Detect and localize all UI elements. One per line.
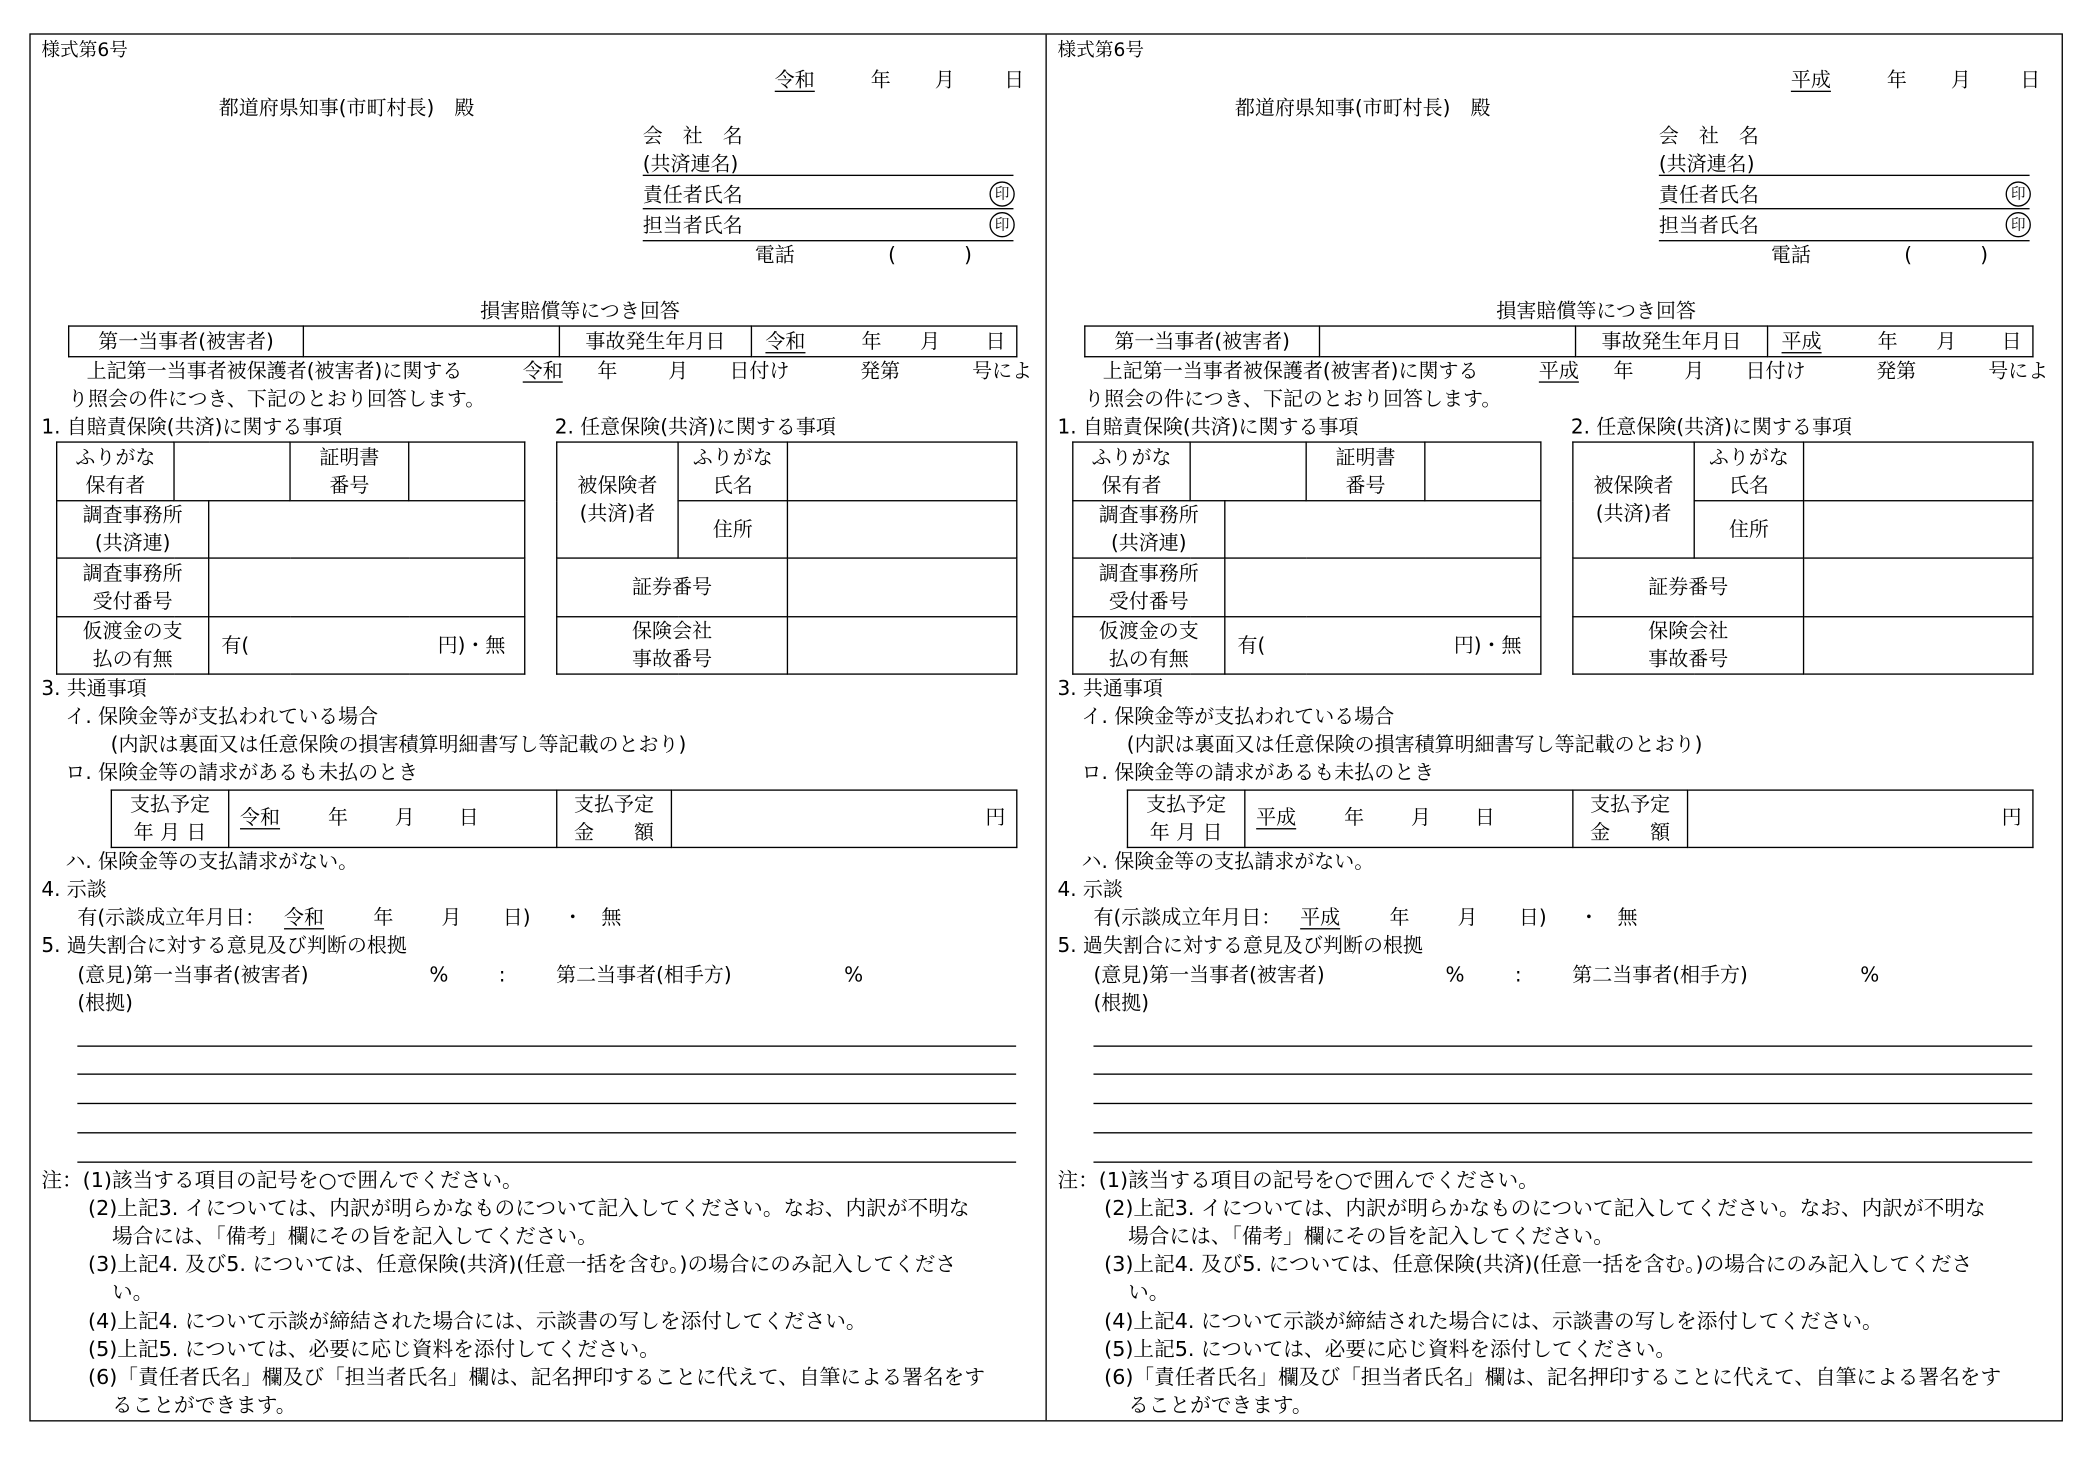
- day-label: 日): [502, 905, 531, 930]
- yen-label: 円: [2001, 805, 2022, 830]
- seal-icon: 印: [989, 212, 1014, 237]
- label-text: 保険会社: [1648, 618, 1729, 643]
- settlement-no[interactable]: 無: [1617, 905, 1638, 930]
- payment-amount-label: [557, 790, 672, 847]
- document-title: 損害賠償等につき回答: [480, 298, 680, 323]
- phone-paren-open: (: [888, 242, 896, 267]
- provisional-payment-field[interactable]: [1225, 617, 1541, 674]
- name-label: [678, 442, 787, 501]
- note-line: (6)「責任者氏名」欄及び「担当者氏名」欄は、記名押印することに代えて、自筆による署名をす: [1104, 1365, 2002, 1390]
- certificate-field[interactable]: [1425, 442, 1541, 501]
- percent-label: %: [429, 962, 449, 987]
- note-line: 場合には、「備考」欄にその旨を記入してください。: [1128, 1224, 1614, 1249]
- intro-text: り照会の件につき、下記のとおり回答します。: [1084, 386, 1502, 411]
- label-text: ふりがな: [692, 444, 773, 469]
- section-5-heading: 5. 過失割合に対する意見及び判断の根拠: [41, 933, 407, 958]
- option-c[interactable]: ハ. 保険金等の支払請求がない。: [65, 849, 359, 874]
- voluntary-insurance-table: [1572, 441, 2033, 674]
- era: 平成: [1300, 905, 1341, 930]
- month-label: 月: [668, 358, 689, 383]
- seal-icon: 印: [989, 181, 1014, 206]
- accident-number-label: [1573, 617, 1804, 674]
- reception-field[interactable]: [209, 558, 525, 617]
- opinion-second-party: 第二当事者(相手方): [1572, 962, 1748, 987]
- opinion-first-party: (意見)第一当事者(被害者): [77, 962, 309, 987]
- accident-number-field[interactable]: [787, 617, 1016, 674]
- label-text: 氏名: [1728, 472, 1769, 497]
- note-line: 場合には、「備考」欄にその旨を記入してください。: [112, 1224, 598, 1249]
- basis-line[interactable]: [77, 1132, 1016, 1133]
- yen-label: 円: [985, 805, 1006, 830]
- label-text: 払の有無: [92, 646, 173, 671]
- option-b[interactable]: ロ. 保険金等の請求があるも未払のとき: [65, 760, 419, 785]
- note-line: 注：(1)該当する項目の記号を○で囲んでください。: [41, 1168, 523, 1193]
- day-label: 日: [2001, 329, 2022, 354]
- number-label: 号によ: [972, 358, 1033, 383]
- liability-insurance-table: [56, 441, 525, 674]
- first-party-field[interactable]: [303, 326, 559, 357]
- label-text: ふりがな: [75, 444, 156, 469]
- year-label: 年: [1389, 905, 1410, 930]
- note-line: (3)上記4. 及び5. については、任意保険(共済)(任意一括を含む。)の場合にのみ記入してくださ: [88, 1252, 957, 1277]
- yes-option[interactable]: 有(: [221, 633, 250, 658]
- label-text: 払の有無: [1108, 646, 1189, 671]
- seal-icon: 印: [2006, 181, 2031, 206]
- note-line: (2)上記3. イについては、内訳が明らかなものについて記入してください。なお、内訳が不明な: [1104, 1196, 1986, 1221]
- union-label: (共済連名): [1658, 152, 1755, 177]
- label-text: 支払予定: [129, 792, 211, 817]
- note-line: (5)上記5. については、必要に応じ資料を添付してください。: [88, 1337, 660, 1362]
- first-party-label: 第一当事者(被害者): [69, 326, 304, 357]
- note-line: 注：(1)該当する項目の記号を○で囲んでください。: [1057, 1168, 1539, 1193]
- office-label: [1073, 501, 1225, 558]
- note-line: ることができます。: [1128, 1393, 1313, 1418]
- label-text: 調査事務所: [1098, 560, 1199, 585]
- year-label: 年: [1877, 329, 1898, 354]
- era: 平成: [1256, 805, 1297, 830]
- addressee: 都道府県知事(市町村長) 殿: [1234, 96, 1491, 121]
- month-label: 月: [1936, 329, 1957, 354]
- day-label: 日: [1004, 68, 1025, 93]
- label-text: 受付番号: [92, 588, 173, 613]
- section-5-heading: 5. 過失割合に対する意見及び判断の根拠: [1057, 933, 1423, 958]
- reception-field[interactable]: [1225, 558, 1541, 617]
- name-label: [1694, 442, 1803, 501]
- section-4-heading: 4. 示談: [1057, 877, 1123, 902]
- option-b[interactable]: ロ. 保険金等の請求があるも未払のとき: [1081, 760, 1435, 785]
- month-label: 月: [441, 905, 462, 930]
- payment-amount-label: [1573, 790, 1688, 847]
- certificate-label: [290, 442, 409, 501]
- era: 平成: [1790, 68, 1831, 93]
- phone-label: 電話: [1770, 242, 1811, 267]
- separator: ・: [562, 905, 583, 930]
- policy-number-field[interactable]: [787, 558, 1016, 617]
- percent-label: %: [1445, 962, 1465, 987]
- era: 令和: [284, 905, 325, 930]
- basis-line[interactable]: [1093, 1161, 2032, 1162]
- label-text: 番号: [1345, 472, 1386, 497]
- payment-amount-field[interactable]: [1688, 790, 2033, 847]
- holder-label: [1073, 442, 1190, 501]
- label-text: 支払予定: [574, 792, 655, 817]
- label-text: 年 月 日: [1149, 820, 1223, 845]
- option-a[interactable]: イ. 保険金等が支払われている場合: [65, 704, 379, 729]
- section-4-heading: 4. 示談: [41, 877, 107, 902]
- label-text: 保有者: [1101, 472, 1162, 497]
- label-text: 証明書: [1335, 444, 1396, 469]
- form-sheet: [29, 33, 2063, 1421]
- contact-line[interactable]: [643, 240, 1014, 241]
- option-a[interactable]: イ. 保険金等が支払われている場合: [1081, 704, 1395, 729]
- month-label: 月: [394, 805, 415, 830]
- year-label: 年: [373, 905, 394, 930]
- label-text: 保有者: [85, 472, 146, 497]
- basis-line[interactable]: [77, 1045, 1016, 1046]
- label-text: ふりがな: [1091, 444, 1172, 469]
- separator: ・: [1578, 905, 1599, 930]
- scheduled-payment-table: [1127, 789, 2034, 848]
- option-c[interactable]: ハ. 保険金等の支払請求がない。: [1081, 849, 1375, 874]
- reception-label: [1073, 558, 1225, 617]
- number-label: 号によ: [1988, 358, 2049, 383]
- phone-paren-close: ): [1980, 242, 1989, 267]
- month-label: 月: [934, 68, 955, 93]
- percent-label: %: [1860, 962, 1880, 987]
- era: 平成: [1538, 358, 1579, 383]
- year-label: 年: [328, 805, 349, 830]
- basis-line[interactable]: [77, 1103, 1016, 1104]
- basis-line[interactable]: [1093, 1103, 2032, 1104]
- label-text: 事故番号: [632, 646, 713, 671]
- office-field[interactable]: [1225, 501, 1541, 558]
- label-text: (共済)者: [579, 501, 656, 526]
- label-text: 保険会社: [632, 618, 713, 643]
- note-line: (2)上記3. イについては、内訳が明らかなものについて記入してください。なお、内訳が不明な: [88, 1196, 970, 1221]
- era: 平成: [1781, 329, 1822, 354]
- label-text: 調査事務所: [1098, 502, 1199, 527]
- form-number: 様式第6号: [1057, 40, 1145, 62]
- payment-date-label: [111, 790, 228, 847]
- month-label: 月: [1410, 805, 1431, 830]
- accident-date-field[interactable]: [751, 326, 1016, 357]
- label-text: 仮渡金の支: [1098, 618, 1199, 643]
- accident-date-label: 事故発生年月日: [1576, 326, 1768, 357]
- seal-icon: 印: [2006, 212, 2031, 237]
- policy-number-field[interactable]: [1804, 558, 2033, 617]
- payment-date-field[interactable]: [1245, 790, 1573, 847]
- day-label: 日付け: [1745, 358, 1806, 383]
- union-label: (共済連名): [642, 152, 739, 177]
- year-label: 年: [1613, 358, 1634, 383]
- issue-label: 発第: [1876, 358, 1917, 383]
- provisional-payment-label: [1073, 617, 1225, 674]
- provisional-payment-field[interactable]: [209, 617, 525, 674]
- responsible-label: 責任者氏名: [642, 182, 743, 207]
- label-text: 支払予定: [1146, 792, 1227, 817]
- day-label: 日: [1474, 805, 1495, 830]
- label-text: 金 額: [574, 820, 655, 845]
- opinion-first-party: (意見)第一当事者(被害者): [1093, 962, 1325, 987]
- day-label: 日: [458, 805, 479, 830]
- yes-option[interactable]: 有(: [1237, 633, 1266, 658]
- voluntary-insurance-table: [556, 441, 1017, 674]
- address-label: 住所: [678, 501, 787, 558]
- day-label: 日): [1518, 905, 1547, 930]
- phone-label: 電話: [754, 242, 795, 267]
- label-text: (共済)者: [1595, 501, 1672, 526]
- era: 令和: [522, 358, 563, 383]
- company-label: 会 社 名: [1658, 124, 1759, 149]
- accident-number-field[interactable]: [1804, 617, 2033, 674]
- address-label: 住所: [1694, 501, 1803, 558]
- insured-address-field[interactable]: [1804, 501, 2033, 558]
- party-table: [68, 325, 1017, 357]
- opinion-second-party: 第二当事者(相手方): [556, 962, 732, 987]
- first-party-field[interactable]: [1319, 326, 1575, 357]
- intro-text: 上記第一当事者被保護者(被害者)に関する: [86, 358, 463, 383]
- month-label: 月: [1457, 905, 1478, 930]
- label-text: 被保険者: [577, 473, 658, 498]
- year-label: 年: [1344, 805, 1365, 830]
- month-label: 月: [920, 329, 941, 354]
- form-panel-reiwa: [31, 35, 1047, 1421]
- intro-text: 上記第一当事者被保護者(被害者)に関する: [1102, 358, 1479, 383]
- section-1-heading: 1. 自賠責保険(共済)に関する事項: [41, 414, 343, 439]
- reception-label: [57, 558, 209, 617]
- ratio-colon: :: [498, 962, 506, 987]
- year-label: 年: [1886, 68, 1907, 93]
- day-label: 日: [985, 329, 1006, 354]
- section-1-heading: 1. 自賠責保険(共済)に関する事項: [1057, 414, 1359, 439]
- basis-label: (根拠): [77, 990, 133, 1015]
- label-text: 被保険者: [1593, 473, 1674, 498]
- accident-date-label: 事故発生年月日: [559, 326, 751, 357]
- label-text: 氏名: [712, 472, 753, 497]
- option-a-note: (内訳は裏面又は任意保険の損害積算明細書写し等記載のとおり): [1126, 732, 1703, 757]
- label-text: (共済連): [94, 530, 171, 555]
- month-label: 月: [1950, 68, 1971, 93]
- no-option[interactable]: 円)・無: [1453, 633, 1522, 658]
- year-label: 年: [870, 68, 891, 93]
- label-text: 金 額: [1590, 820, 1671, 845]
- insured-address-field[interactable]: [787, 501, 1016, 558]
- intro-text: り照会の件につき、下記のとおり回答します。: [68, 386, 486, 411]
- policy-number-label: 証券番号: [557, 558, 788, 617]
- day-label: 日付け: [729, 358, 790, 383]
- label-text: (共済連): [1110, 530, 1187, 555]
- basis-line[interactable]: [1093, 1132, 2032, 1133]
- settlement-yes[interactable]: 有(示談成立年月日：: [77, 905, 266, 930]
- insured-label: [557, 442, 678, 558]
- note-line: (3)上記4. 及び5. については、任意保険(共済)(任意一括を含む。)の場合にのみ記入してくださ: [1104, 1252, 1973, 1277]
- section-2-heading: 2. 任意保険(共済)に関する事項: [554, 414, 836, 439]
- no-option[interactable]: 円)・無: [437, 633, 506, 658]
- note-line: (4)上記4. について示談が締結された場合には、示談書の写しを添付してください。: [88, 1309, 867, 1334]
- accident-date-field[interactable]: [1768, 326, 2033, 357]
- first-party-label: 第一当事者(被害者): [1085, 326, 1320, 357]
- year-label: 年: [597, 358, 618, 383]
- year-label: 年: [861, 329, 882, 354]
- certificate-label: [1306, 442, 1425, 501]
- company-line[interactable]: [643, 175, 1014, 176]
- note-line: (6)「責任者氏名」欄及び「担当者氏名」欄は、記名押印することに代えて、自筆による署名をす: [88, 1365, 985, 1390]
- note-line: (5)上記5. については、必要に応じ資料を添付してください。: [1104, 1337, 1677, 1362]
- label-text: 番号: [329, 472, 370, 497]
- month-label: 月: [1684, 358, 1705, 383]
- settlement-yes[interactable]: 有(示談成立年月日：: [1093, 905, 1282, 930]
- ratio-colon: :: [1514, 962, 1522, 987]
- responsible-label: 責任者氏名: [1658, 182, 1759, 207]
- label-text: 調査事務所: [82, 502, 183, 527]
- section-2-heading: 2. 任意保険(共済)に関する事項: [1570, 414, 1852, 439]
- addressee: 都道府県知事(市町村長) 殿: [218, 96, 475, 121]
- liability-insurance-table: [1072, 441, 1541, 674]
- label-text: ふりがな: [1708, 444, 1789, 469]
- label-text: 仮渡金の支: [82, 618, 183, 643]
- note-line: ることができます。: [112, 1393, 297, 1418]
- era: 令和: [240, 805, 281, 830]
- label-text: 年 月 日: [133, 820, 207, 845]
- document-title: 損害賠償等につき回答: [1496, 298, 1697, 323]
- label-text: 調査事務所: [82, 560, 183, 585]
- payment-date-field[interactable]: [229, 790, 557, 847]
- accident-number-label: [557, 617, 788, 674]
- basis-line[interactable]: [77, 1073, 1016, 1074]
- form-panel-heisei: [1047, 35, 2062, 1421]
- contact-label: 担当者氏名: [642, 213, 743, 238]
- label-text: 支払予定: [1590, 792, 1671, 817]
- note-line: い。: [112, 1280, 154, 1305]
- holder-field[interactable]: [174, 442, 290, 501]
- insured-name-field[interactable]: [1804, 442, 2033, 501]
- note-line: (4)上記4. について示談が締結された場合には、示談書の写しを添付してください。: [1104, 1309, 1883, 1334]
- basis-line[interactable]: [1093, 1073, 2032, 1074]
- responsible-line[interactable]: [643, 208, 1014, 209]
- contact-line[interactable]: [1659, 240, 2030, 241]
- insured-label: [1573, 442, 1694, 558]
- payment-date-label: [1127, 790, 1244, 847]
- holder-label: [57, 442, 174, 501]
- office-field[interactable]: [209, 501, 525, 558]
- label-text: 受付番号: [1108, 588, 1189, 613]
- option-a-note: (内訳は裏面又は任意保険の損害積算明細書写し等記載のとおり): [110, 732, 687, 757]
- insured-name-field[interactable]: [787, 442, 1016, 501]
- era: 令和: [774, 68, 815, 93]
- contact-label: 担当者氏名: [1658, 213, 1759, 238]
- basis-line[interactable]: [77, 1161, 1016, 1162]
- party-table: [1084, 325, 2033, 357]
- holder-field[interactable]: [1190, 442, 1306, 501]
- phone-paren-close: ): [964, 242, 972, 267]
- era: 令和: [765, 329, 806, 354]
- office-label: [57, 501, 209, 558]
- section-3-heading: 3. 共通事項: [1057, 676, 1163, 701]
- section-3-heading: 3. 共通事項: [41, 676, 147, 701]
- responsible-line[interactable]: [1659, 208, 2030, 209]
- form-number: 様式第6号: [41, 40, 128, 62]
- day-label: 日: [2020, 68, 2041, 93]
- note-line: い。: [1128, 1280, 1170, 1305]
- certificate-field[interactable]: [409, 442, 525, 501]
- label-text: 証明書: [319, 444, 380, 469]
- phone-paren-open: (: [1904, 242, 1913, 267]
- settlement-no[interactable]: 無: [601, 905, 622, 930]
- issue-label: 発第: [860, 358, 901, 383]
- payment-amount-field[interactable]: [671, 790, 1016, 847]
- provisional-payment-label: [57, 617, 209, 674]
- basis-line[interactable]: [1093, 1045, 2032, 1046]
- percent-label: %: [844, 962, 864, 987]
- basis-label: (根拠): [1093, 990, 1150, 1015]
- company-line[interactable]: [1659, 175, 2030, 176]
- policy-number-label: 証券番号: [1573, 558, 1804, 617]
- label-text: 事故番号: [1648, 646, 1729, 671]
- company-label: 会 社 名: [642, 124, 743, 149]
- scheduled-payment-table: [111, 789, 1018, 848]
